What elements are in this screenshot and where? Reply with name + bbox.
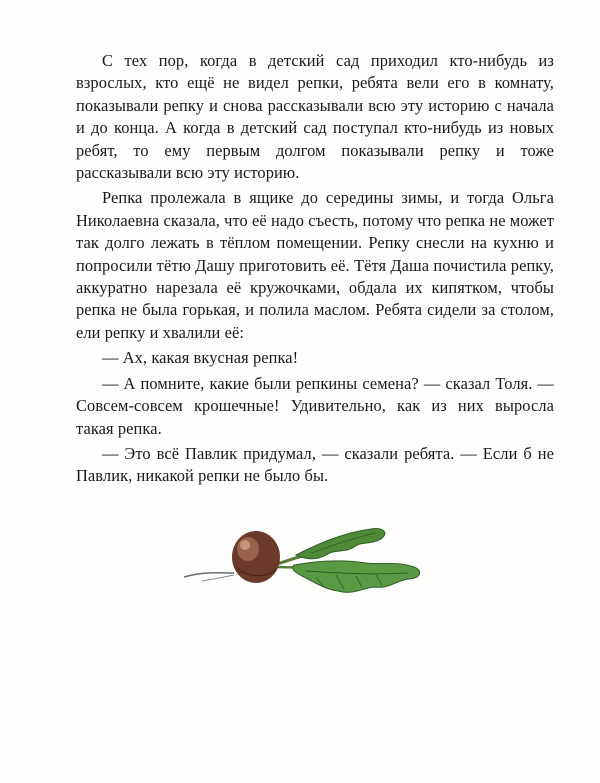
paragraph-5: — Это всё Павлик придумал, — сказали ребята. — Если б не Павлик, никакой репки не было бы.: [76, 443, 554, 486]
paragraph-2: Репка пролежала в ящике до середины зимы, и тогда Ольга Николаевна сказала, что её надо съесть, потому что репка не может так долго лежать в тёплом помещении. Репку снесли на кухню и попросили тётю Дашу приготовить её. Тётя Даша почистила репку, аккуратно нарезала её кружочками, обдала их кипятком, чтобы репка не была горькая, и полила маслом. Ребята сидели за столом, ели репку и хвалили её:: [76, 188, 554, 342]
turnip-icon: [176, 515, 446, 615]
story-text: [76, 50, 554, 488]
paragraph-4: — А помните, какие были репкины семена? — сказал Толя. — Совсем-совсем крошечные! Удивительно, как из них выросла такая репка.: [76, 373, 554, 438]
leaf-upper: [296, 529, 385, 559]
paragraph-3: — Ах, какая вкусная репка!: [102, 348, 299, 368]
paragraph-1: С тех пор, когда в детский сад приходил кто-нибудь из взрослых, кто ещё не видел репки, ребята вели его в комнату, показывали репку и снова рассказывали всю эту историю с начала и до конца. А когда в детский сад поступал кто-нибудь из новых ребят, то ему первым долгом показывали репку и тоже рассказывали всю эту историю.: [76, 51, 554, 183]
